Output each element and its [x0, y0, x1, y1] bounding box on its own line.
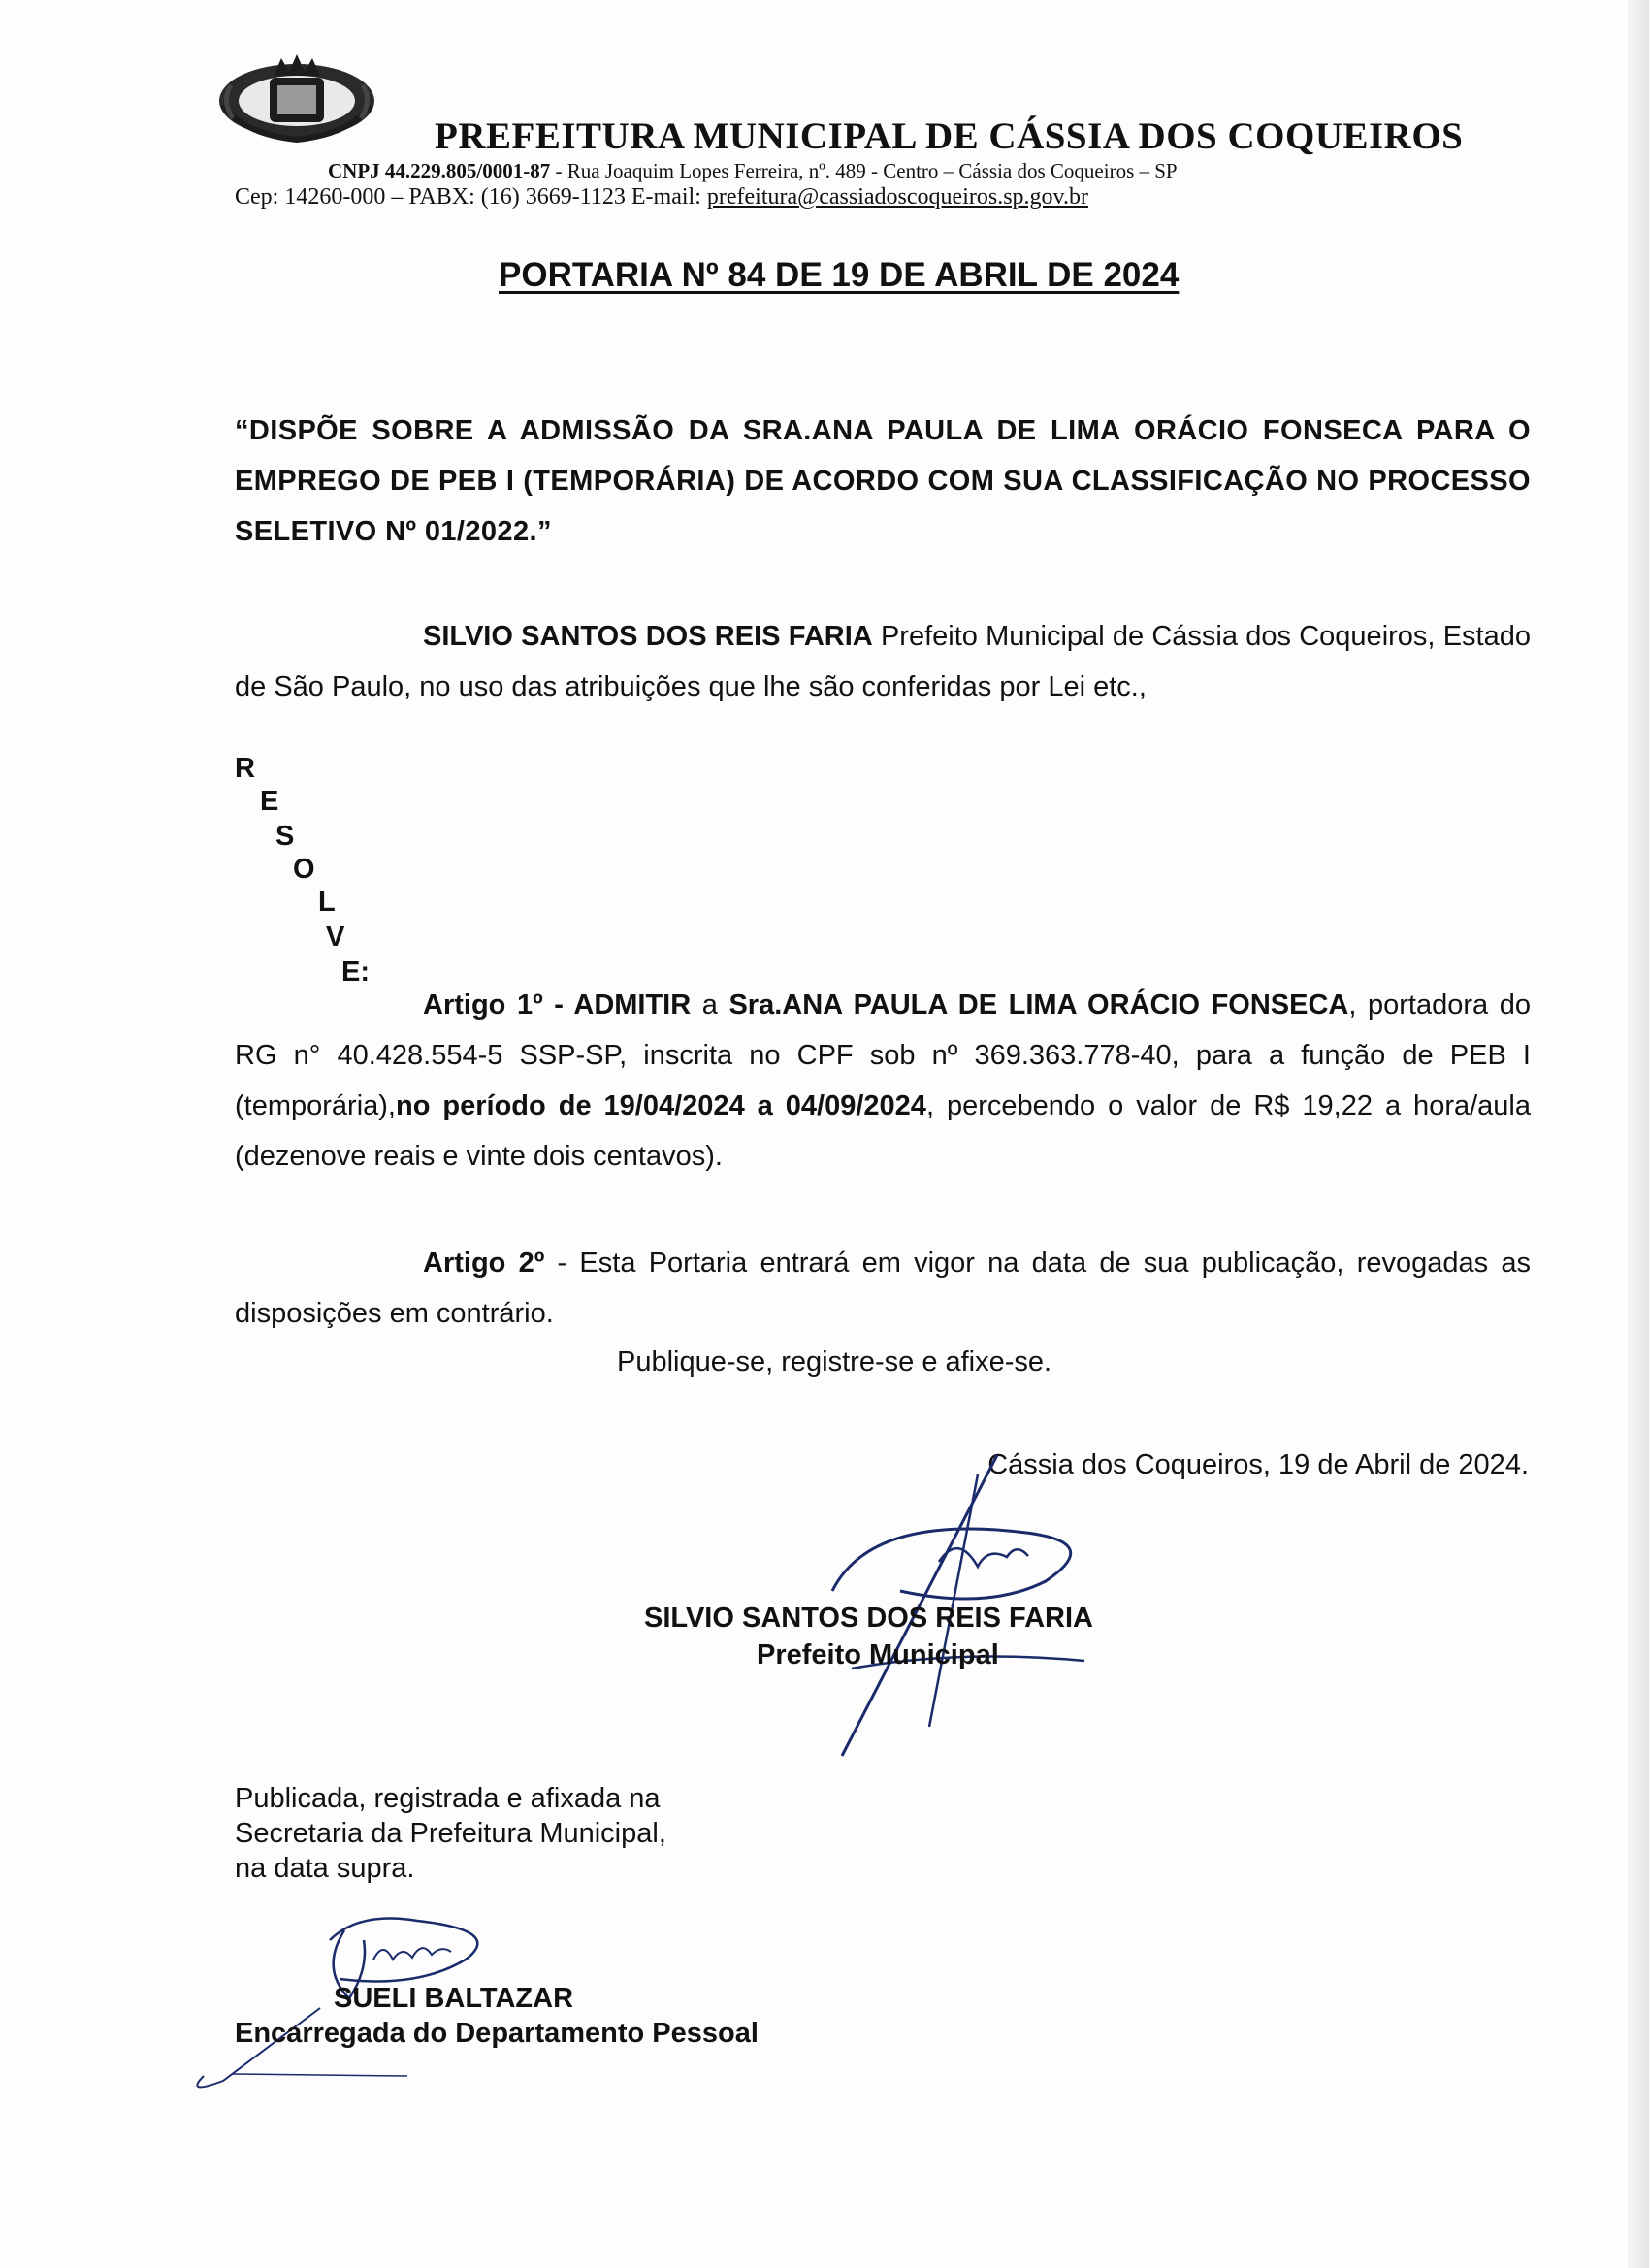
header-title: PREFEITURA MUNICIPAL DE CÁSSIA DOS COQUEIROS	[435, 115, 1464, 157]
artigo-1-label: Artigo 1º - ADMITIR	[423, 989, 692, 1021]
publication-note	[235, 1781, 666, 1886]
resolve-letter: E:	[341, 956, 370, 988]
header-cnpj: CNPJ 44.229.805/0001-87	[328, 159, 551, 182]
resolve-letter: E	[260, 786, 279, 817]
artigo-2	[235, 1238, 1531, 1339]
header-cep-pabx: Cep: 14260-000 – PABX: (16) 3669-1123 E-mail:	[235, 184, 707, 210]
artigo-1-admitted-name: Sra.ANA PAULA DE LIMA ORÁCIO FONSECA	[728, 989, 1349, 1021]
artigo-2-label: Artigo 2º	[423, 1247, 545, 1279]
place-and-date: Cássia dos Coqueiros, 19 de Abril de 2024.	[987, 1449, 1529, 1480]
intro-text: Prefeito Municipal de Cássia dos Coqueiros, Estado de São Paulo, no uso das atribuições que lhe são conferidas por Lei etc.,	[235, 621, 1531, 702]
publication-line: Secretaria da Prefeitura Municipal,	[235, 1818, 666, 1849]
artigo-1-text-b: , portadora do RG n° 40.428.554-5 SSP-SP, inscrita no CPF sob nº 369.363.778-40, para a função de PEB I (temporária),	[235, 989, 1531, 1121]
scan-edge	[1628, 0, 1649, 2268]
resolve-letter: V	[326, 922, 345, 953]
artigo-1-text-c: , percebendo o valor de R$ 19,22 a hora/aula (dezenove reais e vinte dois centavos).	[235, 1090, 1531, 1172]
hr-signer-name: SUELI BALTAZAR	[334, 1983, 574, 2014]
resolve-letter: R	[235, 753, 255, 784]
coat-of-arms-icon	[213, 47, 380, 147]
header-contact	[235, 184, 1088, 211]
intro-signer-name: SILVIO SANTOS DOS REIS FARIA	[423, 621, 873, 652]
artigo-1-text-a: a	[691, 989, 729, 1021]
header-address	[328, 159, 1178, 183]
mayor-role: Prefeito Municipal	[757, 1639, 999, 1670]
artigo-1	[235, 980, 1531, 1182]
mayor-name: SILVIO SANTOS DOS REIS FARIA	[644, 1603, 1093, 1634]
ementa: “DISPÕE SOBRE A ADMISSÃO DA SRA.ANA PAULA DE LIMA ORÁCIO FONSECA PARA O EMPREGO DE PEB I (TEMPORÁRIA) DE ACORDO COM SUA CLASSIFICAÇÃO NO PROCESSO SELETIVO Nº 01/2022.”	[235, 415, 1531, 547]
artigo-1-period: no período de 19/04/2024 a 04/09/2024	[396, 1090, 926, 1121]
header-address-text: - Rua Joaquim Lopes Ferreira, nº. 489 - Centro – Cássia dos Coqueiros – SP	[550, 159, 1178, 182]
mayor-signature-icon	[813, 1436, 1143, 1766]
publique-line: Publique-se, registre-se e afixe-se.	[617, 1346, 1052, 1377]
publication-line: Publicada, registrada e afixada na	[235, 1783, 661, 1814]
resolve-letter: S	[275, 821, 295, 852]
portaria-title: PORTARIA Nº 84 DE 19 DE ABRIL DE 2024	[499, 256, 1180, 294]
resolve-letter: L	[318, 887, 336, 918]
artigo-2-text: - Esta Portaria entrará em vigor na data de sua publicação, revogadas as disposições em contrário.	[235, 1247, 1531, 1329]
intro-paragraph	[235, 611, 1531, 712]
resolve-letter: O	[293, 854, 315, 885]
header-email-link[interactable]: prefeitura@cassiadoscoqueiros.sp.gov.br	[706, 184, 1088, 210]
publication-line: na data supra.	[235, 1853, 415, 1884]
hr-signer-role: Encarregada do Departamento Pessoal	[235, 2018, 759, 2049]
